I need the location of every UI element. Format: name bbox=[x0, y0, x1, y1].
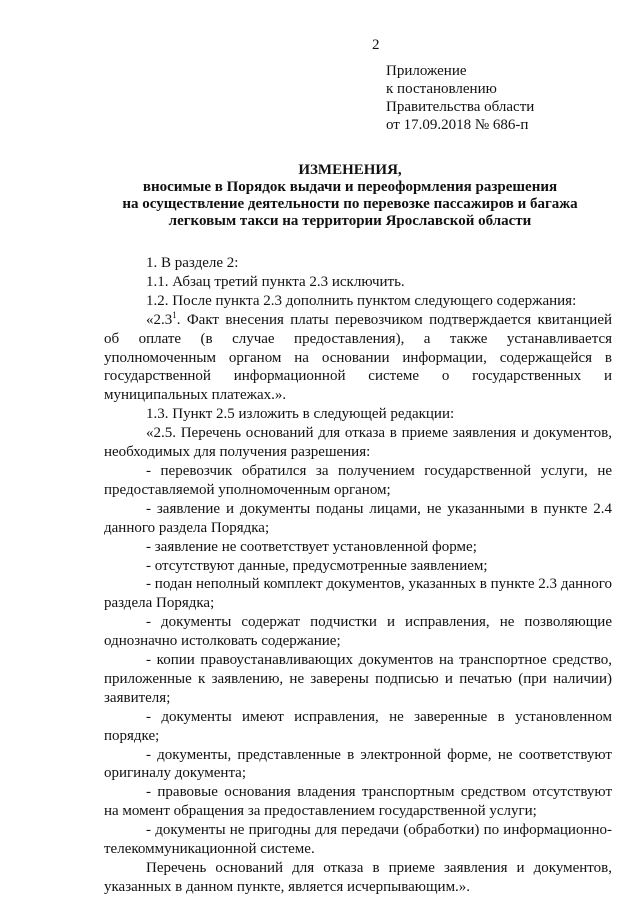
paragraph: 1.3. Пункт 2.5 изложить в следующей редакции: bbox=[146, 406, 455, 423]
appendix-line: к постановлению bbox=[386, 81, 497, 97]
paragraph-prefix: «2.3 bbox=[146, 311, 173, 328]
page-number: 2 bbox=[372, 37, 380, 53]
paragraph: 1. В разделе 2: bbox=[146, 255, 239, 271]
list-item: - перевозчик обратился за получением государственной услуги, не предоставляемой уполномоченным органом; bbox=[104, 462, 612, 498]
appendix-block bbox=[386, 62, 534, 134]
document-body bbox=[104, 254, 612, 897]
paragraph: «2.5. Перечень оснований для отказа в приеме заявления и документов, необходимых для получения разрешения: bbox=[104, 425, 612, 461]
document-heading bbox=[90, 162, 610, 230]
heading-line: вносимые в Порядок выдачи и переоформления разрешения bbox=[142, 179, 558, 195]
paragraph-text: . Факт внесения платы перевозчиком подтверждается квитанцией об оплате (в случае предоставления), а также устанавливается уполномоченным органом на основании информации, содержащейся в государственной информационной системе о государственных и муниципальных платежах.». bbox=[104, 311, 612, 404]
paragraph: Перечень оснований для отказа в приеме заявления и документов, указанных в данном пункте, является исчерпывающим.». bbox=[104, 860, 612, 895]
appendix-line: Приложение bbox=[386, 63, 467, 79]
list-item: - заявление и документы поданы лицами, не указанными в пункте 2.4 данного раздела Порядка; bbox=[104, 500, 612, 536]
superscript: 1 bbox=[172, 309, 177, 320]
appendix-line: Правительства области bbox=[386, 99, 535, 115]
list-item: - заявление не соответствует установленной форме; bbox=[146, 538, 477, 555]
list-item: - документы содержат подчистки и исправления, не позволяющие однозначно истолковать содержание; bbox=[104, 614, 612, 650]
appendix-line: от 17.09.2018 № 686-п bbox=[386, 117, 529, 133]
heading-title: ИЗМЕНЕНИЯ, bbox=[298, 162, 402, 178]
paragraph: 1.1. Абзац третий пункта 2.3 исключить. bbox=[146, 273, 405, 290]
list-item: - правовые основания владения транспортным средством отсутствуют на момент обращения за предоставлением государственной услуги; bbox=[104, 784, 612, 820]
list-item: - подан неполный комплект документов, указанных в пункте 2.3 данного раздела Порядка; bbox=[104, 576, 612, 612]
list-item: - документы, представленные в электронной форме, не соответствуют оригиналу документа; bbox=[104, 746, 612, 782]
paragraph: 1.2. После пункта 2.3 дополнить пунктом следующего содержания: bbox=[146, 292, 577, 309]
list-item: - документы не пригодны для передачи (обработки) по информационно-телекоммуникационной системе. bbox=[104, 822, 612, 858]
list-item: - документы имеют исправления, не заверенные в установленном порядке; bbox=[104, 708, 612, 744]
heading-line: на осуществление деятельности по перевозке пассажиров и багажа bbox=[122, 196, 578, 212]
list-item: - отсутствуют данные, предусмотренные заявлением; bbox=[146, 557, 488, 574]
paragraph bbox=[104, 311, 612, 406]
list-item: - копии правоустанавливающих документов на транспортное средство, приложенные к заявлению, не заверены подписью и печатью (при наличии) заявителя; bbox=[104, 652, 612, 706]
heading-line: легковым такси на территории Ярославской области bbox=[168, 213, 532, 229]
